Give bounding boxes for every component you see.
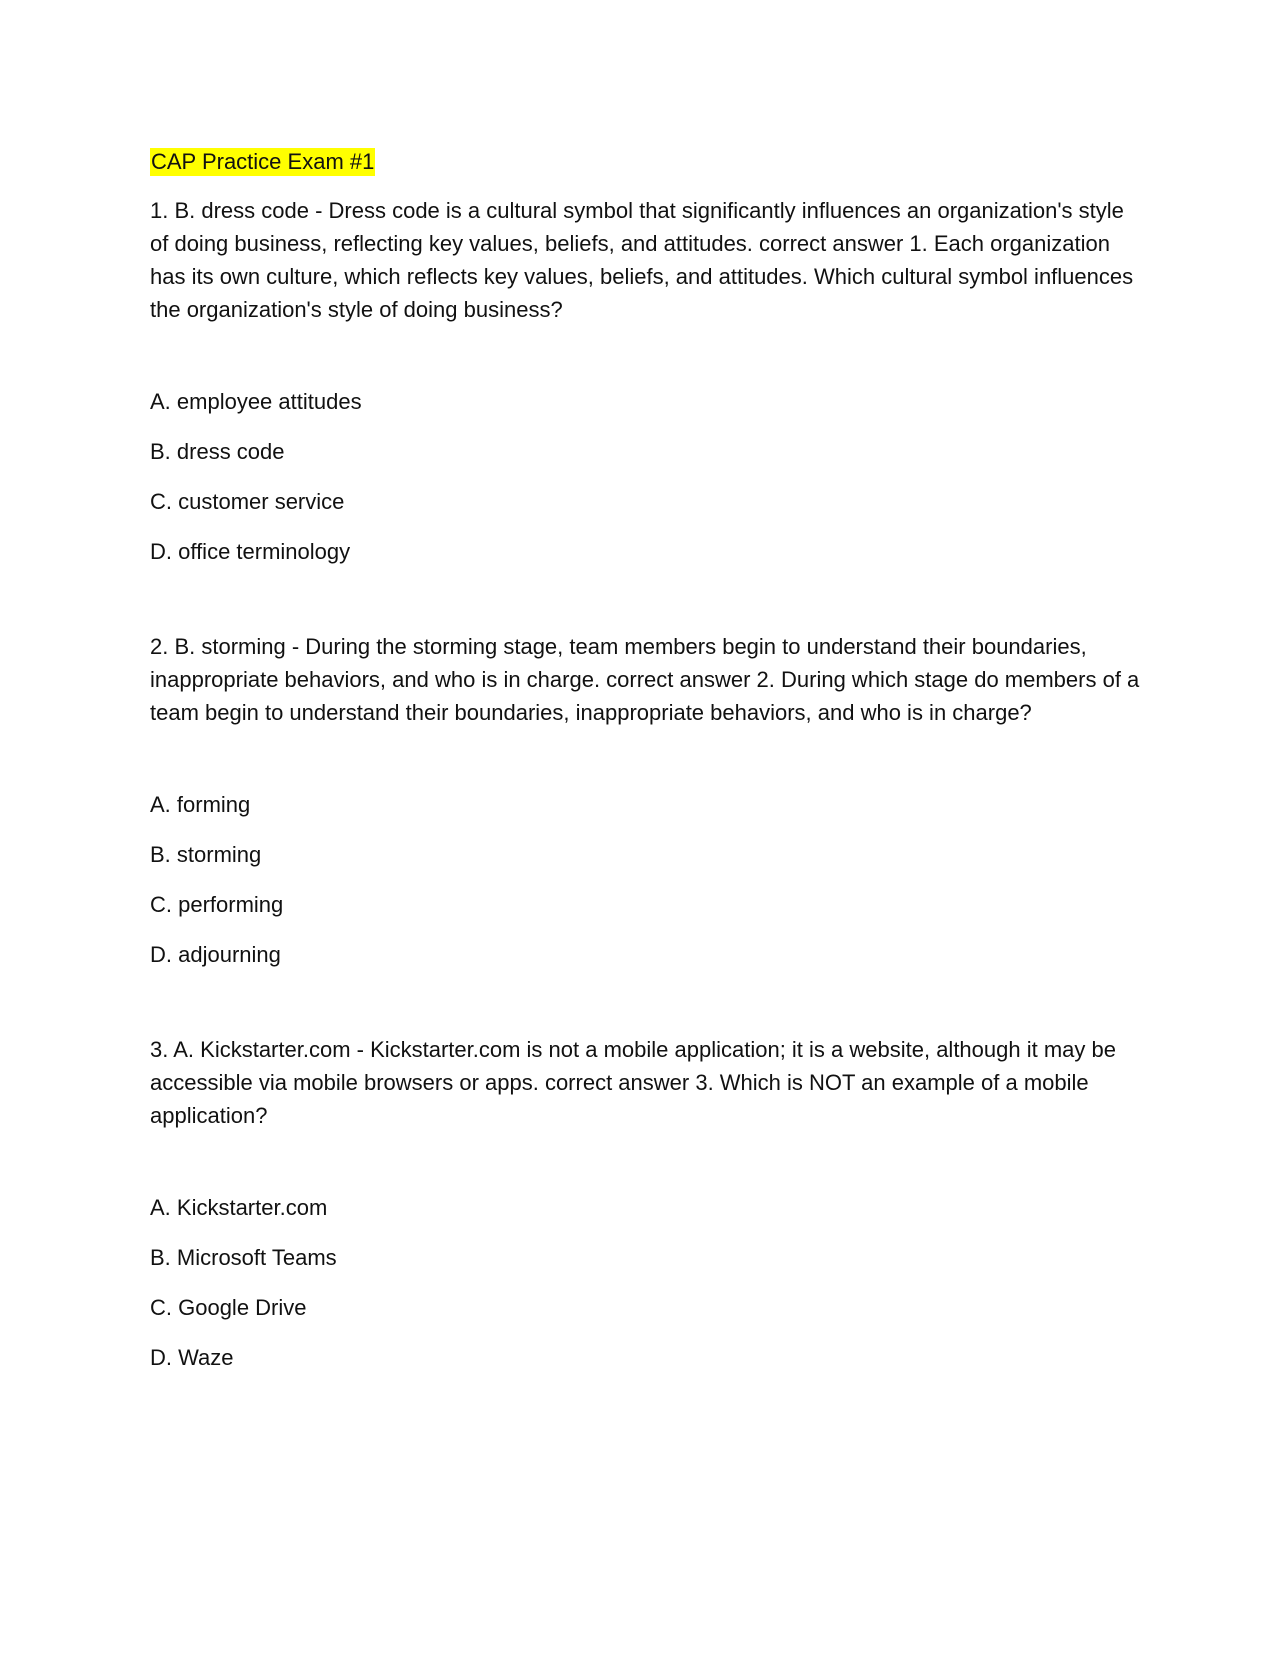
question-block-1 <box>150 194 1140 566</box>
answer-option-c: C. Google Drive <box>150 1295 307 1320</box>
document-page <box>150 148 1140 1436</box>
question-text: 3. A. Kickstarter.com - Kickstarter.com is not a mobile application; it is a website, although it may be accessible via mobile browsers or apps. correct answer 3. Which is NOT an example of a mobile application? <box>150 1037 1116 1128</box>
answer-option-b: B. storming <box>150 842 262 867</box>
answer-option-a: A. Kickstarter.com <box>150 1195 328 1220</box>
answer-options <box>150 791 1140 969</box>
answer-options <box>150 1194 1140 1372</box>
answer-option-b: B. dress code <box>150 439 285 464</box>
document-title: CAP Practice Exam #1 <box>151 149 375 174</box>
answer-option-d: D. adjourning <box>150 942 281 967</box>
answer-option-c: C. performing <box>150 892 284 917</box>
answer-option-d: D. office terminology <box>150 539 351 564</box>
question-block-3 <box>150 1033 1140 1372</box>
question-text: 1. B. dress code - Dress code is a cultural symbol that significantly influences an organization's style of doing business, reflecting key values, beliefs, and attitudes. correct answer 1. Each organization has its own culture, which reflects key values, beliefs, and attitudes. Which cultural symbol influences the organization's style of doing business? <box>150 198 1134 322</box>
answer-option-c: C. customer service <box>150 489 345 514</box>
answer-options <box>150 388 1140 566</box>
question-block-2 <box>150 630 1140 969</box>
question-text: 2. B. storming - During the storming stage, team members begin to understand their boundaries, inappropriate behaviors, and who is in charge. correct answer 2. During which stage do members of a team begin to understand their boundaries, inappropriate behaviors, and who is in charge? <box>150 634 1140 725</box>
answer-option-d: D. Waze <box>150 1345 234 1370</box>
answer-option-b: B. Microsoft Teams <box>150 1245 337 1270</box>
answer-option-a: A. employee attitudes <box>150 389 362 414</box>
answer-option-a: A. forming <box>150 792 251 817</box>
